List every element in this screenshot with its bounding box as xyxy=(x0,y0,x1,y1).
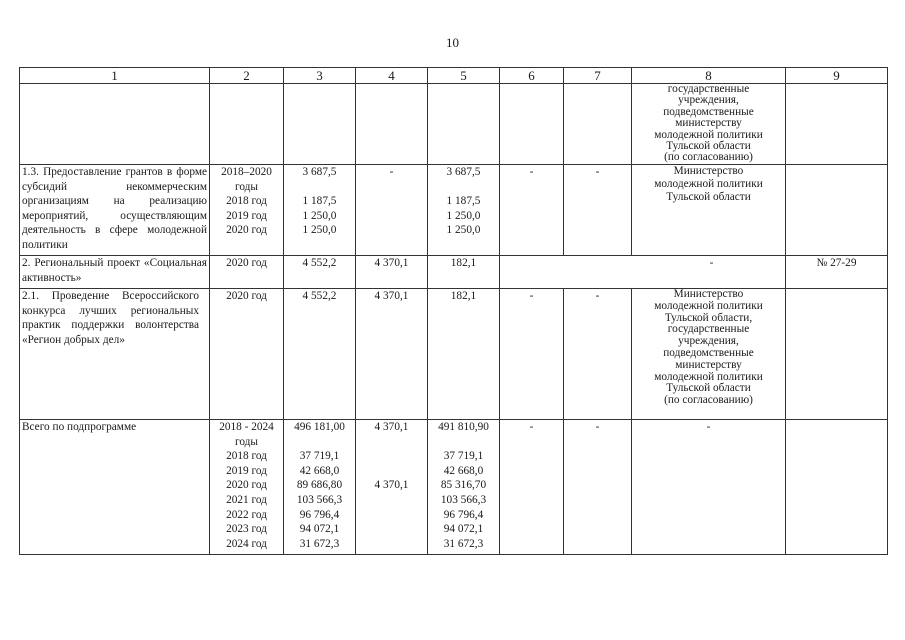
executor-cell: - xyxy=(500,256,786,289)
column-header: 8 xyxy=(632,68,786,84)
col7-cell: - xyxy=(564,420,632,555)
column-header: 6 xyxy=(500,68,564,84)
table-row-2-1 xyxy=(20,289,888,420)
col6-cell: - xyxy=(500,165,564,256)
column-header: 1 xyxy=(20,68,210,84)
measure-name: 2. Региональный проект «Социальная активность» xyxy=(20,256,210,289)
table-row-1-3 xyxy=(20,165,888,256)
period-cell: 2018–2020 годы 2018 год 2019 год 2020 год xyxy=(210,165,284,256)
column-header: 3 xyxy=(284,68,356,84)
regional-cell: 3 687,5 1 187,5 1 250,0 1 250,0 xyxy=(428,165,500,256)
total-cell: 4 552,2 xyxy=(284,256,356,289)
federal-cell: 4 370,1 4 370,1 xyxy=(356,420,428,555)
federal-cell: 4 370,1 xyxy=(356,289,428,420)
total-cell: 496 181,00 37 719,1 42 668,0 89 686,80 103 566,3 96 796,4 94 072,1 31 672,3 xyxy=(284,420,356,555)
table-row-total xyxy=(20,420,888,555)
col6-cell: - xyxy=(500,420,564,555)
indicator-cell: № 27-29 xyxy=(786,256,888,289)
col7-cell: - xyxy=(564,289,632,420)
column-number-row xyxy=(20,68,888,84)
executor-cell: государственные учреждения, подведомственные министерству молодежной политики Тульской области (по согласованию) xyxy=(632,84,786,165)
executor-cell: Министерство молодежной политики Тульской области, государственные учреждения, подведомственные министерству молодежной политики Тульской области (по согласованию) xyxy=(632,289,786,420)
measure-name: 1.3. Предоставление грантов в форме субсидий некоммерческим организациям на реализацию мероприятий, осуществляющим деятельность в сфере молодежной политики xyxy=(20,165,210,256)
column-header: 4 xyxy=(356,68,428,84)
executor-cell: - xyxy=(632,420,786,555)
column-header: 7 xyxy=(564,68,632,84)
period-cell: 2020 год xyxy=(210,289,284,420)
column-header: 5 xyxy=(428,68,500,84)
period-cell: 2018 - 2024 годы 2018 год 2019 год 2020 год 2021 год 2022 год 2023 год 2024 год xyxy=(210,420,284,555)
table-row-continuation xyxy=(20,84,888,165)
regional-cell: 182,1 xyxy=(428,256,500,289)
column-header: 2 xyxy=(210,68,284,84)
page-number: 10 xyxy=(446,35,459,50)
total-cell: 4 552,2 xyxy=(284,289,356,420)
column-header: 9 xyxy=(786,68,888,84)
regional-cell: 491 810,90 37 719,1 42 668,0 85 316,70 103 566,3 96 796,4 94 072,1 31 672,3 xyxy=(428,420,500,555)
table-row-2 xyxy=(20,256,888,289)
measure-name: 2.1. Проведение Всероссийского конкурса лучших региональных практик поддержки волонтерства «Регион добрых дел» xyxy=(20,289,210,420)
col6-cell: - xyxy=(500,289,564,420)
program-table xyxy=(19,67,888,555)
period-cell: 2020 год xyxy=(210,256,284,289)
regional-cell: 182,1 xyxy=(428,289,500,420)
col7-cell: - xyxy=(564,165,632,256)
federal-cell: - xyxy=(356,165,428,256)
federal-cell: 4 370,1 xyxy=(356,256,428,289)
measure-name: Всего по подпрограмме xyxy=(20,420,210,555)
total-cell: 3 687,5 1 187,5 1 250,0 1 250,0 xyxy=(284,165,356,256)
executor-cell: Министерство молодежной политики Тульской области xyxy=(632,165,786,256)
